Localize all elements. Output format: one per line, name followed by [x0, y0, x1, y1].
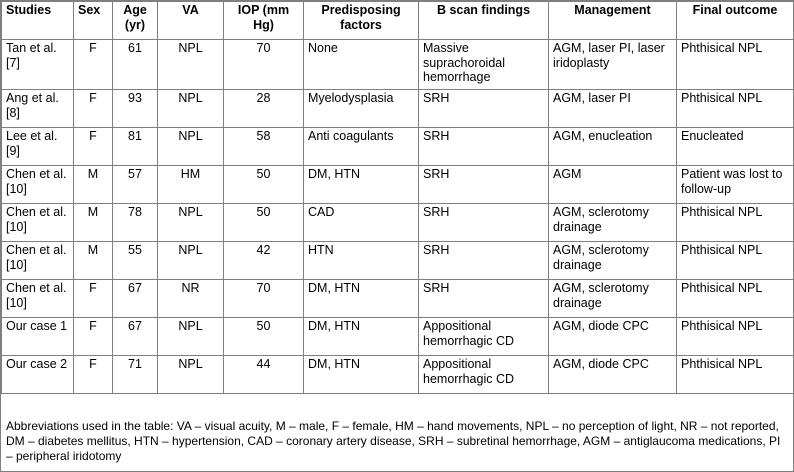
cell-age: 71	[113, 356, 158, 394]
cell-outcome: Phthisical NPL	[677, 90, 794, 128]
header-iop: IOP (mm Hg)	[224, 2, 304, 40]
header-predisposing-factors: Predisposing factors	[304, 2, 419, 40]
cell-va: NPL	[158, 90, 224, 128]
table-row	[2, 356, 794, 394]
cell-sex: F	[74, 128, 113, 166]
cell-va: NPL	[158, 40, 224, 90]
cell-study: Chen et al. [10]	[2, 166, 74, 204]
cell-outcome: Patient was lost to follow-up	[677, 166, 794, 204]
header-age: Age (yr)	[113, 2, 158, 40]
table-row	[2, 40, 794, 90]
cell-factors: DM, HTN	[304, 166, 419, 204]
cell-management: AGM, laser PI	[549, 90, 677, 128]
cell-management: AGM, sclerotomy drainage	[549, 204, 677, 242]
cell-bscan: SRH	[419, 204, 549, 242]
cell-iop: 28	[224, 90, 304, 128]
cell-outcome: Enucleated	[677, 128, 794, 166]
cell-management: AGM, diode CPC	[549, 356, 677, 394]
cell-outcome: Phthisical NPL	[677, 242, 794, 280]
cell-study: Chen et al. [10]	[2, 280, 74, 318]
cell-factors: DM, HTN	[304, 280, 419, 318]
cell-age: 67	[113, 280, 158, 318]
table-row	[2, 166, 794, 204]
cell-age: 81	[113, 128, 158, 166]
cell-factors: DM, HTN	[304, 318, 419, 356]
header-studies: Studies	[2, 2, 74, 40]
cell-va: NPL	[158, 356, 224, 394]
cell-sex: M	[74, 166, 113, 204]
cell-va: NPL	[158, 242, 224, 280]
cell-iop: 50	[224, 318, 304, 356]
cell-factors: HTN	[304, 242, 419, 280]
cell-sex: F	[74, 356, 113, 394]
cell-age: 57	[113, 166, 158, 204]
cell-study: Our case 2	[2, 356, 74, 394]
cell-bscan: SRH	[419, 166, 549, 204]
cell-outcome: Phthisical NPL	[677, 356, 794, 394]
cell-va: HM	[158, 166, 224, 204]
cell-factors: CAD	[304, 204, 419, 242]
cell-iop: 42	[224, 242, 304, 280]
cell-va: NPL	[158, 318, 224, 356]
cell-va: NPL	[158, 204, 224, 242]
table-row	[2, 280, 794, 318]
cell-va: NPL	[158, 128, 224, 166]
table-row	[2, 204, 794, 242]
cell-outcome: Phthisical NPL	[677, 280, 794, 318]
cell-bscan: SRH	[419, 90, 549, 128]
cell-study: Chen et al. [10]	[2, 242, 74, 280]
cell-age: 55	[113, 242, 158, 280]
cell-study: Tan et al. [7]	[2, 40, 74, 90]
cell-bscan: SRH	[419, 128, 549, 166]
cell-iop: 70	[224, 40, 304, 90]
header-sex: Sex	[74, 2, 113, 40]
cell-study: Lee et al. [9]	[2, 128, 74, 166]
cell-sex: M	[74, 242, 113, 280]
cell-iop: 70	[224, 280, 304, 318]
cell-management: AGM, laser PI, laser iridoplasty	[549, 40, 677, 90]
table-row	[2, 242, 794, 280]
cell-iop: 58	[224, 128, 304, 166]
table-row	[2, 90, 794, 128]
table-row	[2, 128, 794, 166]
cell-management: AGM, diode CPC	[549, 318, 677, 356]
cell-sex: F	[74, 280, 113, 318]
cell-study: Our case 1	[2, 318, 74, 356]
cell-bscan: Massive suprachoroidal hemorrhage	[419, 40, 549, 90]
cell-age: 67	[113, 318, 158, 356]
header-final-outcome: Final outcome	[677, 2, 794, 40]
cell-sex: F	[74, 90, 113, 128]
abbreviations-footnote: Abbreviations used in the table: VA – visual acuity, M – male, F – female, HM – hand movements, NPL – no perception of light, NR – not reported, DM – diabetes mellitus, HTN – hypertension, CAD – coronary artery disease, SRH – subretinal hemorrhage, AGM – antiglaucoma medications, PI – peripheral iridotomy	[6, 419, 781, 463]
cell-sex: M	[74, 204, 113, 242]
table-row	[2, 318, 794, 356]
cell-bscan: Appositional hemorrhagic CD	[419, 318, 549, 356]
cell-sex: F	[74, 40, 113, 90]
cell-outcome: Phthisical NPL	[677, 318, 794, 356]
cell-study: Ang et al. [8]	[2, 90, 74, 128]
cell-factors: DM, HTN	[304, 356, 419, 394]
cell-study: Chen et al. [10]	[2, 204, 74, 242]
cell-factors: None	[304, 40, 419, 90]
cell-factors: Myelodysplasia	[304, 90, 419, 128]
cell-management: AGM, enucleation	[549, 128, 677, 166]
cell-iop: 50	[224, 204, 304, 242]
cell-bscan: SRH	[419, 242, 549, 280]
cell-age: 61	[113, 40, 158, 90]
case-comparison-table	[1, 1, 794, 394]
cell-iop: 50	[224, 166, 304, 204]
cell-iop: 44	[224, 356, 304, 394]
header-va: VA	[158, 2, 224, 40]
cell-age: 93	[113, 90, 158, 128]
cell-management: AGM, sclerotomy drainage	[549, 242, 677, 280]
cell-outcome: Phthisical NPL	[677, 40, 794, 90]
header-bscan-findings: B scan findings	[419, 2, 549, 40]
header-management: Management	[549, 2, 677, 40]
cell-outcome: Phthisical NPL	[677, 204, 794, 242]
cell-sex: F	[74, 318, 113, 356]
cell-bscan: SRH	[419, 280, 549, 318]
cell-va: NR	[158, 280, 224, 318]
cell-factors: Anti coagulants	[304, 128, 419, 166]
cell-bscan: Appositional hemorrhagic CD	[419, 356, 549, 394]
header-row	[2, 2, 794, 40]
cell-management: AGM	[549, 166, 677, 204]
cell-age: 78	[113, 204, 158, 242]
cell-management: AGM, sclerotomy drainage	[549, 280, 677, 318]
